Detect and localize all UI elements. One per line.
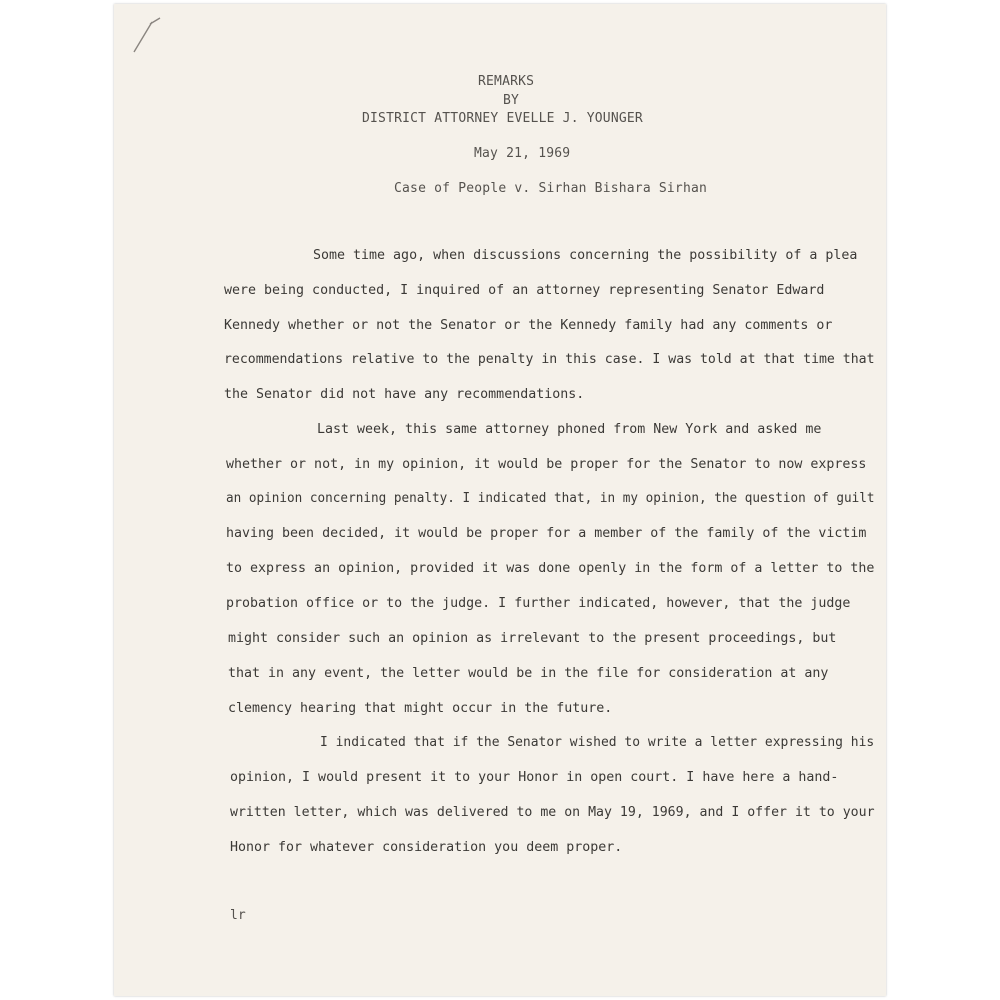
body-line: Some time ago, when discussions concerning the possibility of a plea [313,248,858,263]
body-line: that in any event, the letter would be in the file for consideration at any [228,666,829,681]
body-line: an opinion concerning penalty. I indicated that, in my opinion, the question of guilt [226,491,875,506]
body-line: I indicated that if the Senator wished to write a letter expressing his [320,735,875,750]
remarks-heading: REMARKS [478,74,535,89]
body-line: written letter, which was delivered to me on May 19, 1969, and I offer it to your [230,805,875,820]
body-line: probation office or to the judge. I further indicated, however, that the judge [226,596,851,611]
body-line: might consider such an opinion as irrelevant to the present proceedings, but [228,631,837,646]
body-line: the Senator did not have any recommendations. [224,387,585,402]
document-page [114,4,886,996]
case-heading: Case of People v. Sirhan Bishara Sirhan [394,181,708,196]
body-line: Honor for whatever consideration you deem proper. [230,840,623,855]
body-line: opinion, I would present it to your Honor in open court. I have here a hand- [230,770,839,785]
body-line: Kennedy whether or not the Senator or the Kennedy family had any comments or [224,318,833,333]
typist-initials: lr [230,908,246,923]
body-line: recommendations relative to the penalty in this case. I was told at that time that [224,352,875,367]
by-heading: BY [503,93,520,108]
pencil-mark [130,16,170,56]
body-line: to express an opinion, provided it was done openly in the form of a letter to the [226,561,875,576]
body-line: whether or not, in my opinion, it would be proper for the Senator to now express [226,457,867,472]
author-heading: DISTRICT ATTORNEY EVELLE J. YOUNGER [362,111,643,126]
body-line: were being conducted, I inquired of an attorney representing Senator Edward [224,283,825,298]
body-line: Last week, this same attorney phoned from New York and asked me [317,422,822,437]
date-heading: May 21, 1969 [474,146,571,161]
body-line: having been decided, it would be proper for a member of the family of the victim [226,526,867,541]
body-line: clemency hearing that might occur in the future. [228,701,613,716]
